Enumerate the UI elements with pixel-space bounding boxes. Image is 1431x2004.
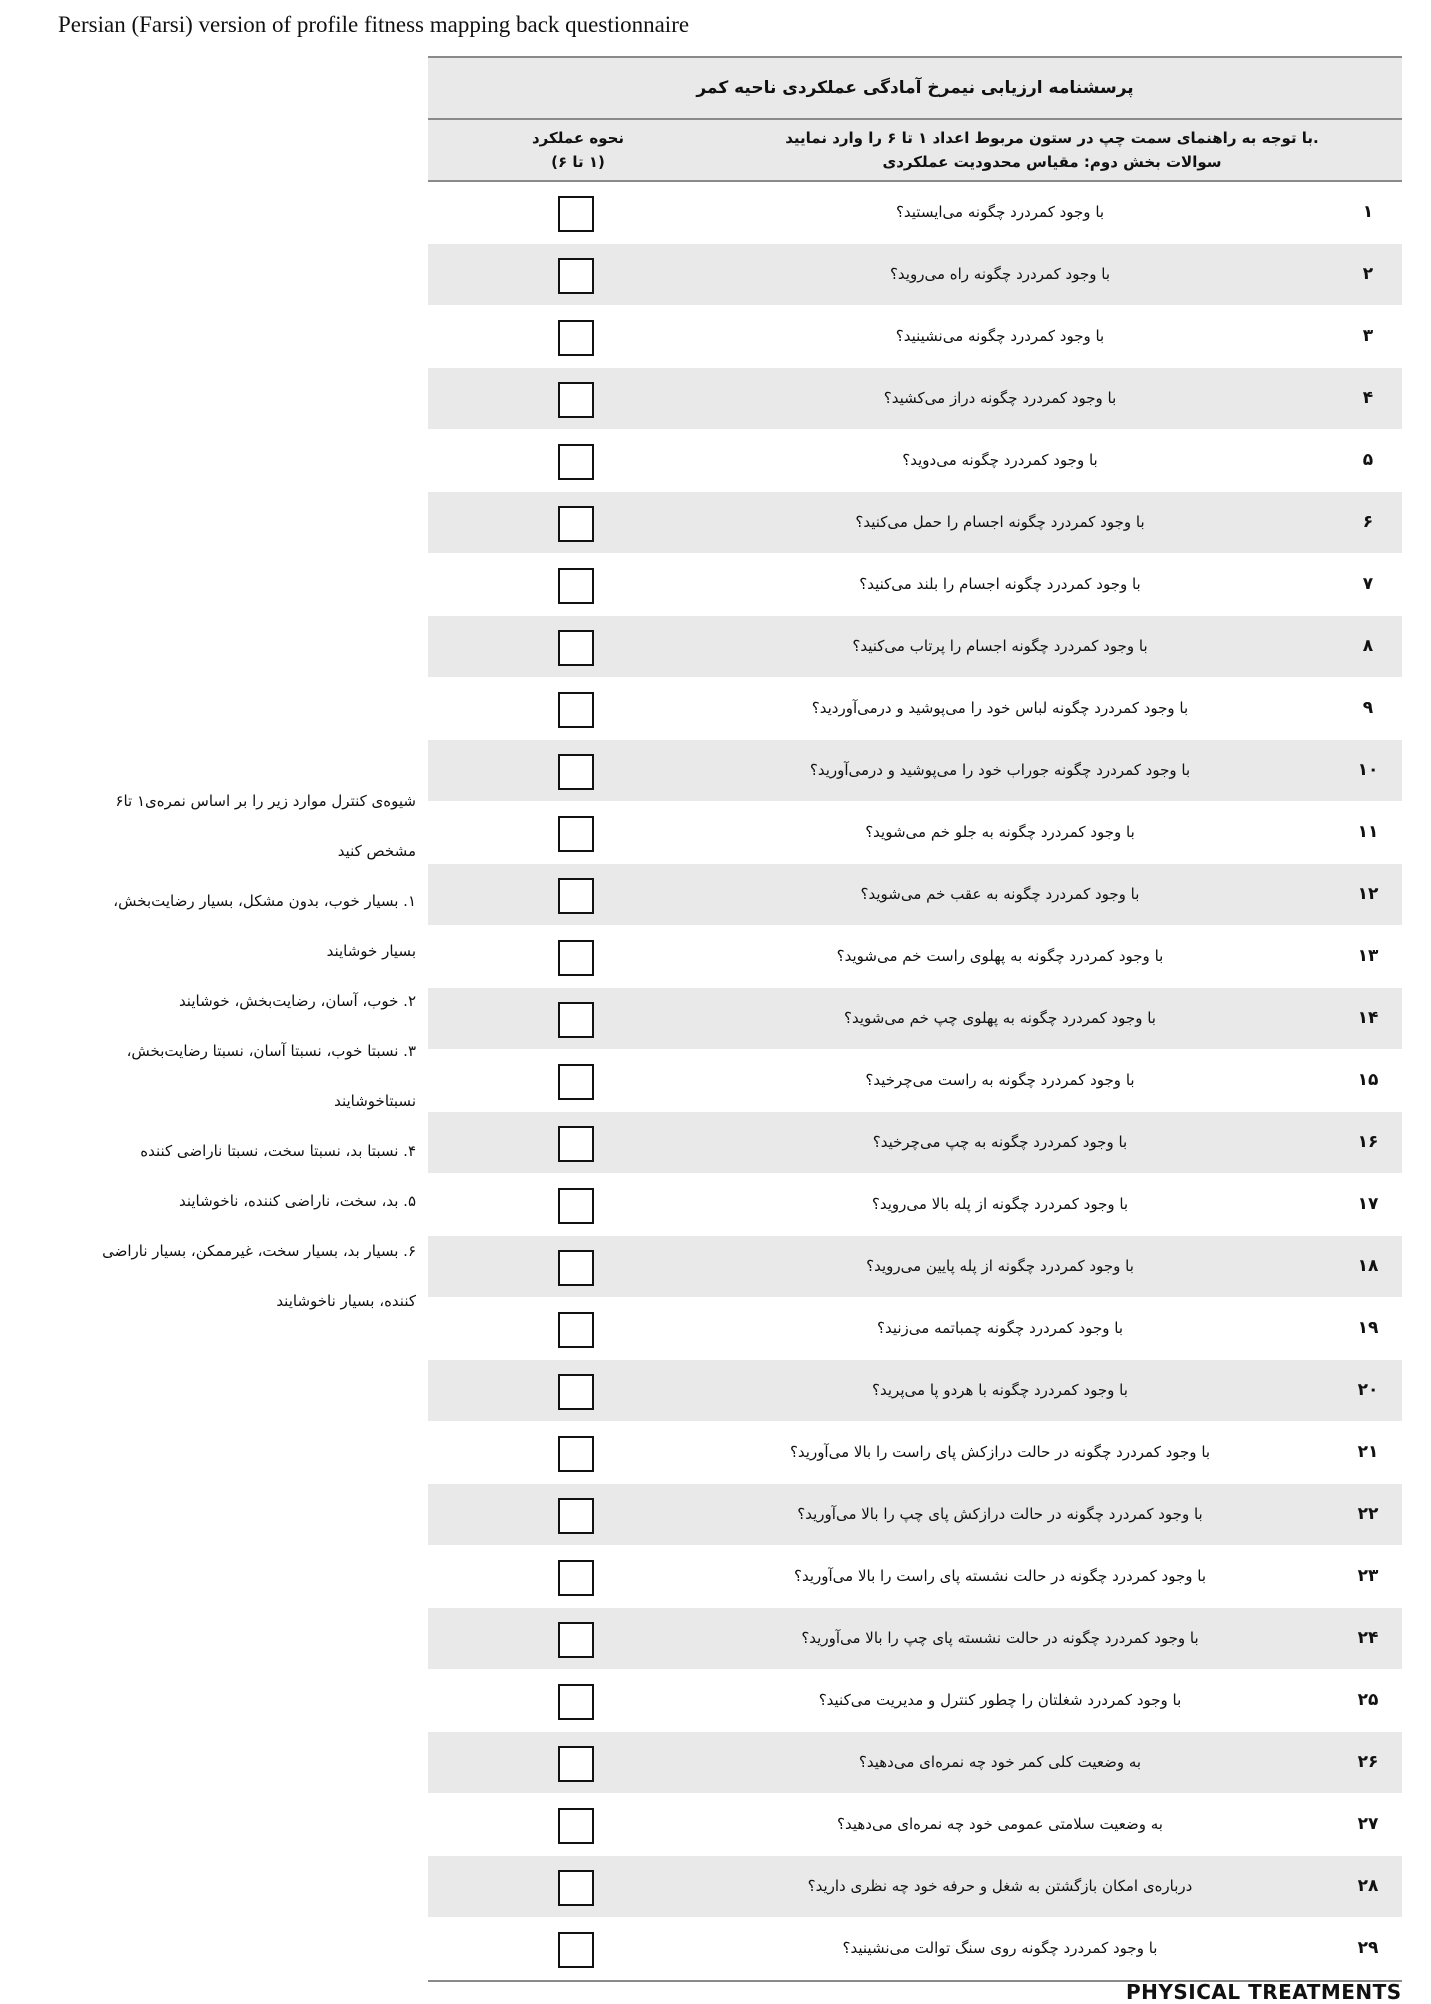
- table-row: [428, 1608, 1402, 1670]
- question-text: با وجود کمردرد چگونه چمباتمه می‌زنید؟: [877, 1319, 1123, 1337]
- score-input-box[interactable]: [558, 1126, 594, 1162]
- instruction-line-1: .با توجه به راهنمای سمت چپ در ستون مربوط اعداد ۱ تا ۶ را وارد نمایید: [785, 129, 1319, 147]
- question-text: با وجود کمردرد چگونه لباس خود را می‌پوشید و درمی‌آوردید؟: [811, 699, 1189, 717]
- questionnaire-title: پرسشنامه ارزیابی نیمرخ آمادگی عملکردی ناحیه کمر: [428, 58, 1402, 118]
- table-row: [428, 244, 1402, 306]
- instruction-header: [772, 126, 1332, 174]
- table-row: [428, 926, 1402, 988]
- table-row: [428, 1856, 1402, 1918]
- table-row: [428, 1484, 1402, 1546]
- table-row: [428, 740, 1402, 802]
- legend-line: ۶. بسیار بد، بسیار سخت، غیرممکن، بسیار ناراضی: [102, 1242, 416, 1260]
- question-text: با وجود کمردرد چگونه می‌دوید؟: [902, 451, 1098, 469]
- score-input-box[interactable]: [558, 320, 594, 356]
- table-row: [428, 1546, 1402, 1608]
- question-text: به وضعیت سلامتی عمومی خود چه نمره‌ای می‌دهید؟: [837, 1815, 1163, 1833]
- table-row: [428, 678, 1402, 740]
- performance-header-label: نحوه عملکرد: [531, 129, 625, 147]
- score-input-box[interactable]: [558, 506, 594, 542]
- question-number: ۳: [1362, 326, 1374, 346]
- question-number: ۸: [1362, 636, 1374, 656]
- score-input-box[interactable]: [558, 1002, 594, 1038]
- table-row: [428, 554, 1402, 616]
- score-input-box[interactable]: [558, 940, 594, 976]
- question-text: با وجود کمردرد چگونه می‌ایستید؟: [895, 203, 1105, 221]
- question-text: با وجود کمردرد چگونه از پله پایین می‌روید؟: [866, 1257, 1134, 1275]
- question-number: ۱۲: [1357, 884, 1379, 904]
- questionnaire-table: [428, 56, 1402, 1982]
- question-number: ۵: [1362, 450, 1374, 470]
- question-text: با وجود کمردرد چگونه در حالت نشسته پای چپ را بالا می‌آورید؟: [801, 1629, 1199, 1647]
- question-text: با وجود کمردرد چگونه جوراب خود را می‌پوشید و درمی‌آورید؟: [809, 761, 1191, 779]
- question-text: با وجود کمردرد چگونه به چپ می‌چرخید؟: [872, 1133, 1128, 1151]
- question-number: ۲۹: [1357, 1938, 1379, 1958]
- question-number: ۲: [1362, 264, 1374, 284]
- question-number: ۷: [1362, 574, 1374, 594]
- table-row: [428, 1050, 1402, 1112]
- question-text: با وجود کمردرد چگونه اجسام را حمل می‌کنید؟: [855, 513, 1145, 531]
- score-input-box[interactable]: [558, 444, 594, 480]
- question-number: ۲۶: [1357, 1752, 1379, 1772]
- question-text: با وجود کمردرد چگونه به جلو خم می‌شوید؟: [865, 823, 1135, 841]
- score-input-box[interactable]: [558, 630, 594, 666]
- question-number: ۲۰: [1357, 1380, 1379, 1400]
- question-number: ۲۷: [1357, 1814, 1379, 1834]
- table-row: [428, 368, 1402, 430]
- table-row: [428, 1236, 1402, 1298]
- legend-line: بسیار خوشایند: [326, 942, 416, 960]
- score-input-box[interactable]: [558, 1870, 594, 1906]
- score-input-box[interactable]: [558, 1684, 594, 1720]
- question-text: با وجود کمردرد چگونه در حالت درازکش پای چپ را بالا می‌آورید؟: [797, 1505, 1203, 1523]
- score-input-box[interactable]: [558, 1560, 594, 1596]
- legend-line: شیوه‌ی کنترل موارد زیر را بر اساس نمره‌ی۱ تا۶: [115, 792, 416, 810]
- question-number: ۲۱: [1357, 1442, 1379, 1462]
- score-input-box[interactable]: [558, 1932, 594, 1968]
- legend-line: ۴. نسبتا بد، نسبتا سخت، نسبتا ناراضی کننده: [140, 1142, 416, 1160]
- question-text: با وجود کمردرد چگونه به پهلوی چپ خم می‌شوید؟: [844, 1009, 1156, 1027]
- question-number: ۲۵: [1357, 1690, 1379, 1710]
- question-number: ۱۹: [1357, 1318, 1379, 1338]
- legend-line: ۱. بسیار خوب، بدون مشکل، بسیار رضایت‌بخش،: [113, 892, 416, 910]
- table-row: [428, 1360, 1402, 1422]
- score-input-box[interactable]: [558, 878, 594, 914]
- table-row: [428, 1670, 1402, 1732]
- table-row: [428, 988, 1402, 1050]
- score-input-box[interactable]: [558, 1312, 594, 1348]
- legend-line: ۲. خوب، آسان، رضایت‌بخش، خوشایند: [178, 992, 416, 1010]
- question-number: ۱۶: [1357, 1132, 1379, 1152]
- question-number: ۱۵: [1357, 1070, 1379, 1090]
- question-number: ۶: [1362, 512, 1374, 532]
- question-text: درباره‌ی امکان بازگشتن به شغل و حرفه خود چه نظری دارید؟: [807, 1877, 1193, 1895]
- figure-caption: Persian (Farsi) version of profile fitness mapping back questionnaire: [58, 12, 690, 37]
- legend-line: مشخص کنید: [337, 842, 416, 860]
- table-row: [428, 1732, 1402, 1794]
- question-number: ۲۴: [1357, 1628, 1379, 1648]
- question-text: به وضعیت کلی کمر خود چه نمره‌ای می‌دهید؟: [858, 1753, 1142, 1771]
- question-text: با وجود کمردرد چگونه روی سنگ توالت می‌نشینید؟: [842, 1939, 1158, 1957]
- question-text: با وجود کمردرد چگونه در حالت درازکش پای راست را بالا می‌آورید؟: [789, 1443, 1211, 1461]
- score-input-box[interactable]: [558, 1188, 594, 1224]
- table-row: [428, 306, 1402, 368]
- score-input-box[interactable]: [558, 382, 594, 418]
- question-number: ۹: [1362, 698, 1374, 718]
- score-input-box[interactable]: [558, 568, 594, 604]
- score-input-box[interactable]: [558, 754, 594, 790]
- score-input-box[interactable]: [558, 1374, 594, 1410]
- question-number: ۱۱: [1357, 822, 1379, 842]
- scoring-legend: [70, 776, 416, 1326]
- score-input-box[interactable]: [558, 816, 594, 852]
- question-number: ۱۸: [1357, 1256, 1379, 1276]
- score-input-box[interactable]: [558, 196, 594, 232]
- score-input-box[interactable]: [558, 1064, 594, 1100]
- performance-header-range: (۱ تا ۶): [551, 153, 605, 171]
- question-text: با وجود کمردرد چگونه می‌نشینید؟: [895, 327, 1105, 345]
- question-rows: [428, 182, 1402, 1980]
- question-number: ۱۰: [1357, 760, 1379, 780]
- question-number: ۱۴: [1357, 1008, 1379, 1028]
- question-number: ۱: [1362, 202, 1374, 222]
- legend-line: ۵. بد، سخت، ناراضی کننده، ناخوشایند: [178, 1192, 416, 1210]
- question-text: با وجود کمردرد چگونه دراز می‌کشید؟: [883, 389, 1117, 407]
- question-number: ۲۲: [1357, 1504, 1379, 1524]
- question-text: با وجود کمردرد چگونه اجسام را بلند می‌کنید؟: [859, 575, 1141, 593]
- table-row: [428, 1794, 1402, 1856]
- question-number: ۲۳: [1357, 1566, 1379, 1586]
- question-text: با وجود کمردرد چگونه با هردو پا می‌پرید؟: [872, 1381, 1128, 1399]
- score-input-box[interactable]: [558, 1808, 594, 1844]
- score-input-box[interactable]: [558, 1622, 594, 1658]
- question-text: با وجود کمردرد چگونه در حالت نشسته پای راست را بالا می‌آورید؟: [793, 1567, 1207, 1585]
- table-header: [428, 118, 1402, 182]
- score-input-box[interactable]: [558, 1746, 594, 1782]
- question-text: با وجود کمردرد چگونه راه می‌روید؟: [889, 265, 1111, 283]
- question-text: با وجود کمردرد شغلتان را چطور کنترل و مدیریت می‌کنید؟: [818, 1691, 1182, 1709]
- legend-line: کننده، بسیار ناخوشایند: [276, 1292, 416, 1310]
- question-number: ۱۷: [1357, 1194, 1379, 1214]
- table-row: [428, 492, 1402, 554]
- question-text: با وجود کمردرد چگونه به پهلوی راست خم می‌شوید؟: [836, 947, 1164, 965]
- score-input-box[interactable]: [558, 258, 594, 294]
- table-row: [428, 864, 1402, 926]
- question-text: با وجود کمردرد چگونه به عقب خم می‌شوید؟: [860, 885, 1140, 903]
- legend-line: نسبتاخوشایند: [334, 1092, 416, 1110]
- table-row: [428, 1422, 1402, 1484]
- score-input-box[interactable]: [558, 1250, 594, 1286]
- question-number: ۱۳: [1357, 946, 1379, 966]
- instruction-line-2: سوالات بخش دوم: مقیاس محدودیت عملکردی: [882, 153, 1222, 171]
- brand-logo: PHYSICAL TREATMENTS: [1126, 1980, 1402, 2004]
- table-row: [428, 1918, 1402, 1980]
- table-row: [428, 802, 1402, 864]
- table-row: [428, 1174, 1402, 1236]
- table-row: [428, 182, 1402, 244]
- question-text: با وجود کمردرد چگونه اجسام را پرتاب می‌کنید؟: [852, 637, 1148, 655]
- legend-line: ۳. نسبتا خوب، نسبتا آسان، نسبتا رضایت‌بخش،: [126, 1042, 416, 1060]
- table-row: [428, 430, 1402, 492]
- question-text: با وجود کمردرد چگونه از پله بالا می‌روید؟: [871, 1195, 1129, 1213]
- table-row: [428, 1112, 1402, 1174]
- table-row: [428, 1298, 1402, 1360]
- table-row: [428, 616, 1402, 678]
- score-input-box[interactable]: [558, 692, 594, 728]
- score-input-box[interactable]: [558, 1498, 594, 1534]
- question-number: ۴: [1362, 388, 1374, 408]
- performance-header: [488, 126, 668, 174]
- question-text: با وجود کمردرد چگونه به راست می‌چرخید؟: [865, 1071, 1135, 1089]
- question-number: ۲۸: [1357, 1876, 1379, 1896]
- score-input-box[interactable]: [558, 1436, 594, 1472]
